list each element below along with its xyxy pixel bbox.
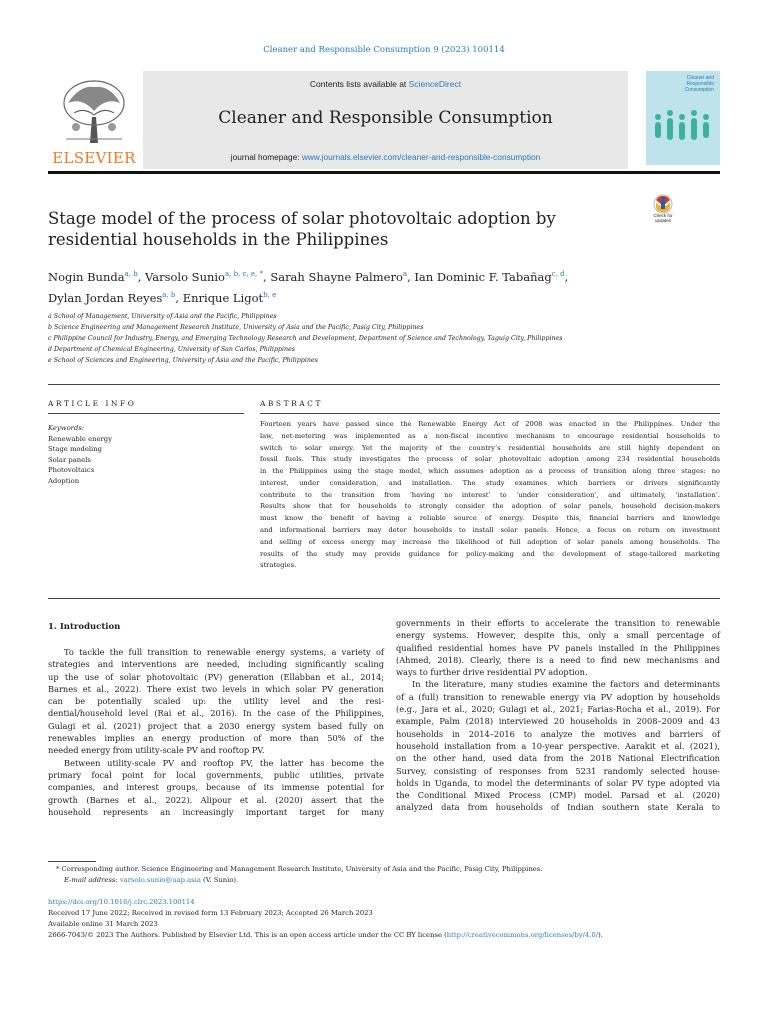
elsevier-wordmark: ELSEVIER xyxy=(52,149,136,167)
body-text-line: renewables implies an energy production of more than 50% of the xyxy=(48,733,384,744)
abstract-line: Results show that for households to strongly consider the adoption of solar panels, household decision-makers xyxy=(260,502,720,511)
journal-homepage-link[interactable]: www.journals.elsevier.com/cleaner-and-responsible-consumption xyxy=(301,152,541,162)
body-text-line: Survey, consisting of responses from 5231 randomly selected house- xyxy=(396,765,720,776)
body-text-line: governments in their efforts to accelerate the transition to renewable xyxy=(396,618,720,628)
affiliation-item: b Science Engineering and Management Research Institute, University of Asia and the Pacific, Pasig City, Philippines xyxy=(48,324,424,331)
homepage-prefix: journal homepage: xyxy=(230,152,302,162)
body-text-line: companies, and interest groups, because of its immense potential for xyxy=(48,782,384,793)
keyword-list xyxy=(48,434,244,487)
received-dates: Received 17 June 2022; Received in revised form 13 February 2023; Accepted 26 March 2023 xyxy=(48,909,373,917)
author-name[interactable]: Varsolo Sunio xyxy=(145,269,225,284)
body-text-line: (e.g., Jara et al., 2020; Gulagi et al., 2021; Farias-Rocha et al., 2019). For xyxy=(396,704,720,715)
author-affiliation-marker: b, e xyxy=(263,290,277,299)
body-text-line: ways to further drive residential PV adoption. xyxy=(396,667,588,678)
body-text-line: holds in Uganda, to model the determinants of solar PV type adopted via xyxy=(396,777,720,788)
publication-info xyxy=(48,897,728,941)
article-info-rule xyxy=(48,413,244,414)
license-link[interactable]: http://creativecommons.org/licenses/by/4.0/ xyxy=(446,931,599,939)
footnotes xyxy=(48,864,720,886)
keyword-item: Photovoltaics xyxy=(48,466,95,474)
affiliation-list xyxy=(48,311,720,366)
body-text-line: primary focal point for local governments, public utilities, private xyxy=(48,769,384,780)
author-affiliation-marker: a xyxy=(402,270,408,278)
abstract-line: strategies. xyxy=(260,561,297,570)
author-affiliation-marker: a, b xyxy=(162,290,176,299)
author-separator: , xyxy=(564,269,569,284)
copyright-line xyxy=(48,930,728,941)
journal-reference[interactable]: Cleaner and Responsible Consumption 9 (2023) 100114 xyxy=(263,45,505,55)
sciencedirect-link[interactable]: ScienceDirect xyxy=(408,79,462,89)
body-text-line: energy systems. However, despite this, only a small percentage of xyxy=(396,630,720,641)
abstract-line: results of the study may provide guidance for policy-making and the development of stage-tailored marketing xyxy=(260,549,720,558)
cover-title: Cleaner and Responsible Consumption xyxy=(684,75,714,93)
masthead-banner xyxy=(143,71,628,169)
elsevier-logo[interactable] xyxy=(48,71,140,169)
affiliation-item: e School of Sciences and Engineering, University of Asia and the Pacific, Philippines xyxy=(48,357,318,364)
body-text-line: qualified residential homes have PV panels installed in the Philippines xyxy=(396,642,720,653)
abstract-line: and selling of excess energy may increase the likelihood of full adoption of solar panels among households. The xyxy=(260,537,720,546)
author-affiliation-marker: a, b xyxy=(124,270,138,278)
keyword-item: Solar panels xyxy=(48,455,91,464)
body-text-line: To tackle the full transition to renewable energy systems, a variety of xyxy=(64,647,384,657)
body-text-line: needed energy from utility-scale PV and rooftop PV. xyxy=(48,745,265,756)
email-suffix: (V. Sunio). xyxy=(200,876,239,884)
abstract-bottom-rule xyxy=(48,598,720,599)
author-separator: , xyxy=(175,290,183,305)
body-text-line: of a (full) transition to renewable energy via PV adoption by households xyxy=(396,691,720,702)
abstract-line: and informational barriers may deter households to install solar panels. Hence, a focus on return on investment xyxy=(260,526,720,535)
copyright-suffix: ). xyxy=(598,931,603,939)
abstract-line: law, net-metering was implemented as a non-fiscal incentive mechanism to encourage residential households to xyxy=(260,431,720,440)
abstract-heading: ABSTRACT xyxy=(260,399,323,408)
author-affiliation-marker: a, b, c, e, * xyxy=(224,270,264,278)
elsevier-tree-icon xyxy=(56,77,132,145)
body-text-line: households in 2014–2016 to analyze the motives and barriers of xyxy=(396,728,720,739)
author-name[interactable]: Enrique Ligot xyxy=(182,290,264,305)
masthead-rule xyxy=(48,171,720,174)
abstract-line: must know the benefit of having a reliable source of energy. Despite this, financial barriers and knowledge xyxy=(260,514,720,523)
abstract-line: Fourteen years have passed since the Renewable Energy Act of 2008 was enacted in the Philippines. Under the xyxy=(260,420,720,428)
body-text-line: Between utility-scale PV and rooftop PV, the latter has become the xyxy=(64,757,384,768)
author-separator: , xyxy=(137,269,145,284)
author-name[interactable]: Sarah Shayne Palmero xyxy=(270,269,403,284)
keyword-item: Renewable energy xyxy=(48,434,112,443)
masthead xyxy=(48,71,720,169)
body-text-line: example, Palm (2018) interviewed 20 households in 2008–2009 and 43 xyxy=(396,716,720,727)
body-text-line: the Conditional Mixed Process (CMP) model. Parsad et al. (2020) xyxy=(396,790,720,801)
body-column-left xyxy=(48,646,384,818)
journal-cover-thumbnail[interactable] xyxy=(646,71,720,165)
keywords-label: Keywords: xyxy=(48,424,85,432)
body-text-line: growth (Barnes et al., 2022). Alipour et al. (2020) assert that the xyxy=(48,794,384,805)
abstract-line: in the Philippines using the stage model, which assumes adoption as a process of transition along three stages: no xyxy=(260,467,720,476)
author-line-2 xyxy=(48,286,658,307)
keyword-item: Stage modeling xyxy=(48,445,102,453)
body-text-line: household represents an increasingly important target for many xyxy=(48,806,384,817)
author-line-1 xyxy=(48,265,658,286)
author-separator: , xyxy=(263,269,271,284)
author-affiliation-marker: c, d xyxy=(551,270,565,278)
contents-line xyxy=(143,79,628,89)
keyword-item: Adoption xyxy=(48,476,80,485)
abstract-line: switch to solar energy. Yet the majority of the country’s residential households are still highly dependent on xyxy=(260,443,720,452)
body-column-right xyxy=(396,617,720,814)
corresponding-author-note: * Corresponding author. Science Engineering and Management Research Institute, University of Asia and the Pacific, Pasig City, Philippines. xyxy=(56,865,543,873)
abstract-line: fossil fuels. This study investigates the process of solar photovoltaic adoption among 234 residential households xyxy=(260,455,720,464)
affiliation-item: a School of Management, University of Asia and the Pacific, Philippines xyxy=(48,313,277,320)
abstract-line: contribute to the transition from ‘having no interest’ to ‘under consideration’, and ultimately, ‘installation’. xyxy=(260,490,720,499)
cover-figures-icon xyxy=(652,109,714,149)
article-title: Stage model of the process of solar photovoltaic adoption by residential households in the Philippines xyxy=(48,209,556,249)
body-text-line: dential/household level (Rai et al., 2016). In the case of the Philippines, xyxy=(48,708,384,719)
article-info-heading: ARTICLE INFO xyxy=(48,399,137,408)
body-text-line: analyzed data from households of Indian southern state Kerala to xyxy=(396,802,720,813)
body-text-line: on the other hand, used data from the 2018 National Electrification xyxy=(396,753,720,764)
body-text-line: In the literature, many studies examine the factors and determinants xyxy=(412,679,720,690)
body-text-line: household installation from a 10-year perspective. Aarakit et al. (2021), xyxy=(396,740,720,751)
abstract-text xyxy=(260,419,720,572)
email-note xyxy=(48,875,720,886)
author-list xyxy=(48,265,658,307)
affiliation-rule xyxy=(48,384,720,385)
body-text-line: up the use of solar photovoltaic (PV) generation (Ellabban et al., 2014; xyxy=(48,671,384,682)
footnote-rule xyxy=(48,861,96,862)
email-link[interactable]: varsolo.sunio@uap.asia xyxy=(119,876,201,884)
journal-title: Cleaner and Responsible Consumption xyxy=(218,108,553,128)
body-text-line: (Ahmed, 2018). Clearly, there is a need to find new mechanisms and xyxy=(396,654,720,665)
body-text-line: Gulagi et al. (2021) project that a 2030 energy system based fully on xyxy=(48,720,384,731)
crossmark-label: Check for updates xyxy=(653,213,673,223)
available-online: Available online 31 March 2023 xyxy=(48,920,158,928)
body-text-line: can be potentially scaled up: the utility level and the resi- xyxy=(48,696,384,707)
body-text-line: Barnes et al., 2022). There exist two levels in which solar PV generation xyxy=(48,683,384,694)
author-name[interactable]: Dylan Jordan Reyes xyxy=(48,290,163,305)
abstract-line: interest, under consideration, and installation. The study examines which barriers or drivers significantly xyxy=(260,478,720,487)
doi-link[interactable]: https://doi.org/10.1016/j.clrc.2023.100114 xyxy=(48,898,195,906)
section-heading-introduction: 1. Introduction xyxy=(48,622,121,632)
homepage-line xyxy=(143,152,628,162)
email-label: E-mail address: xyxy=(64,876,120,884)
author-name[interactable]: Nogin Bunda xyxy=(48,269,125,284)
author-name[interactable]: Ian Dominic F. Tabañag xyxy=(414,269,552,284)
contents-prefix: Contents lists available at xyxy=(309,79,409,89)
crossmark-icon[interactable] xyxy=(646,194,680,230)
affiliation-item: d Department of Chemical Engineering, University of San Carlos, Philippines xyxy=(48,346,296,353)
author-separator: , xyxy=(407,269,415,284)
abstract-rule xyxy=(260,413,720,414)
copyright-prefix: 2666-7043/© 2023 The Authors. Published by Elsevier Ltd. This is an open access article under the CC BY license ( xyxy=(48,931,447,939)
keywords-block xyxy=(48,423,244,486)
body-text-line: strategies and interventions are needed, including significantly scaling xyxy=(48,659,384,670)
affiliation-item: c Philippine Council for Industry, Energy, and Emerging Technology Research and Development, Department of Science and Technology, Taguig City, Philippines xyxy=(48,335,563,342)
